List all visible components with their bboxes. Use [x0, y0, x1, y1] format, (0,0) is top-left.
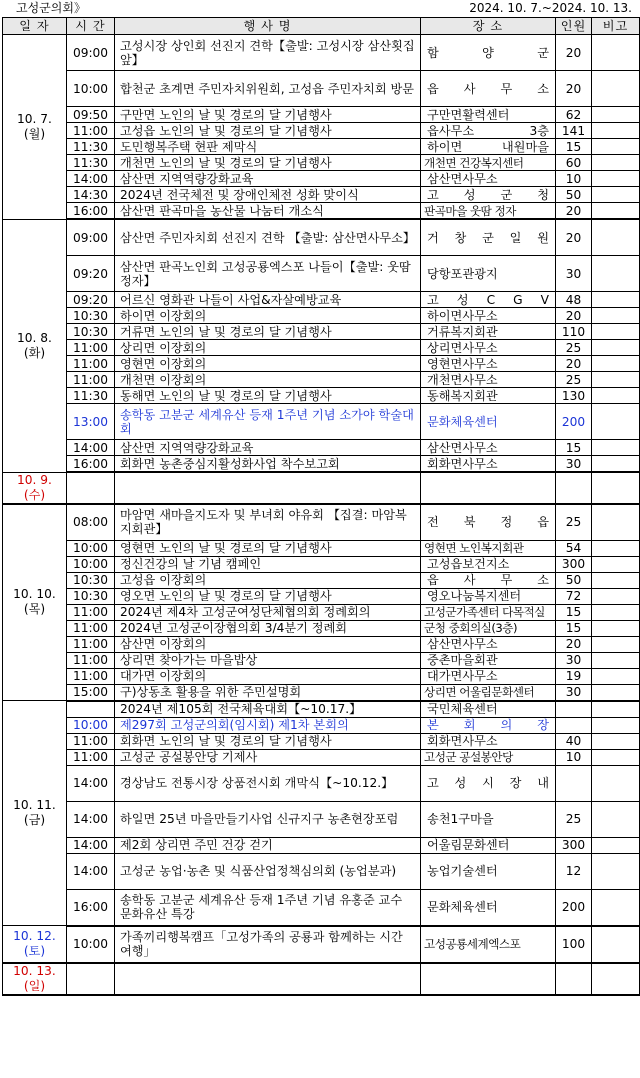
event-cell: 2024년 전국체전 및 장애인체전 성화 맞이식 — [115, 187, 421, 203]
time-cell: 11:00 — [67, 604, 115, 620]
people-cell: 20 — [556, 71, 592, 107]
people-cell — [556, 472, 592, 504]
place-cell: 전 북 정 읍 — [421, 504, 556, 541]
time-cell: 11:30 — [67, 139, 115, 155]
table-row — [3, 765, 640, 801]
people-cell: 62 — [556, 107, 592, 123]
time-cell: 11:00 — [67, 749, 115, 765]
note-cell — [592, 636, 640, 652]
note-cell — [592, 187, 640, 203]
event-cell: 영현면 노인의 날 및 경로의 달 기념행사 — [115, 540, 421, 556]
table-row — [3, 853, 640, 889]
note-cell — [592, 71, 640, 107]
table-row — [3, 440, 640, 456]
place-cell: 고성읍보건지소 — [421, 556, 556, 572]
people-cell: 25 — [556, 801, 592, 837]
event-cell: 거류면 노인의 날 및 경로의 달 기념행사 — [115, 324, 421, 340]
note-cell — [592, 926, 640, 963]
table-row — [3, 35, 640, 71]
place-cell: 국민체육센터 — [421, 701, 556, 718]
people-cell: 10 — [556, 749, 592, 765]
note-cell — [592, 219, 640, 256]
people-cell: 20 — [556, 636, 592, 652]
table-row — [3, 372, 640, 388]
column-header-people: 인원 — [556, 18, 592, 35]
note-cell — [592, 963, 640, 995]
note-cell — [592, 801, 640, 837]
time-cell: 09:20 — [67, 256, 115, 292]
time-cell: 14:00 — [67, 801, 115, 837]
date-cell — [3, 701, 67, 926]
event-cell: 고성읍 이장회의 — [115, 572, 421, 588]
event-cell — [115, 963, 421, 995]
note-cell — [592, 440, 640, 456]
time-cell: 14:00 — [67, 440, 115, 456]
time-cell: 11:00 — [67, 372, 115, 388]
place-cell: 고 성 군 청 — [421, 187, 556, 203]
note-cell — [592, 35, 640, 71]
date-cell — [3, 504, 67, 701]
column-header-event: 행 사 명 — [115, 18, 421, 35]
place-cell: 회화면사무소 — [421, 733, 556, 749]
people-cell: 15 — [556, 139, 592, 155]
people-cell: 72 — [556, 588, 592, 604]
place-cell: 거류복지회관 — [421, 324, 556, 340]
time-cell: 14:30 — [67, 187, 115, 203]
people-cell: 20 — [556, 356, 592, 372]
time-cell: 08:00 — [67, 504, 115, 541]
place-cell: 회화면사무소 — [421, 456, 556, 473]
event-cell: 상리면 찾아가는 마을밥상 — [115, 652, 421, 668]
table-row — [3, 219, 640, 256]
table-row — [3, 717, 640, 733]
time-cell: 10:30 — [67, 572, 115, 588]
people-cell: 30 — [556, 684, 592, 701]
time-cell: 16:00 — [67, 456, 115, 473]
people-cell — [556, 765, 592, 801]
note-cell — [592, 107, 640, 123]
place-cell: 개천면사무소 — [421, 372, 556, 388]
event-cell: 회화면 농촌중심지활성화사업 착수보고회 — [115, 456, 421, 473]
time-cell: 16:00 — [67, 203, 115, 220]
table-row — [3, 749, 640, 765]
people-cell: 54 — [556, 540, 592, 556]
table-row — [3, 540, 640, 556]
people-cell: 200 — [556, 404, 592, 440]
date-label: 10. 11. — [13, 798, 56, 812]
time-cell: 10:30 — [67, 324, 115, 340]
table-row — [3, 620, 640, 636]
event-cell: 개천면 이장회의 — [115, 372, 421, 388]
note-cell — [592, 292, 640, 308]
event-cell: 가족끼리행복캠프「고성가족의 공룡과 함께하는 시간 여행」 — [115, 926, 421, 963]
event-cell: 영오면 노인의 날 및 경로의 달 기념행사 — [115, 588, 421, 604]
weekday-label: (화) — [23, 345, 46, 360]
table-row — [3, 456, 640, 473]
note-cell — [592, 620, 640, 636]
time-cell: 10:00 — [67, 71, 115, 107]
time-cell: 10:00 — [67, 556, 115, 572]
note-cell — [592, 340, 640, 356]
date-cell — [3, 219, 67, 472]
table-row — [3, 926, 640, 963]
place-cell: 고성군 공설봉안당 — [421, 749, 556, 765]
note-cell — [592, 853, 640, 889]
schedule-period: 2024. 10. 7.~2024. 10. 13. — [469, 1, 632, 15]
people-cell: 20 — [556, 308, 592, 324]
weekday-label: (수) — [23, 487, 46, 502]
note-cell — [592, 372, 640, 388]
place-cell: 고 성 시 장 내 — [421, 765, 556, 801]
table-row — [3, 701, 640, 718]
people-cell: 20 — [556, 35, 592, 71]
time-cell: 09:50 — [67, 107, 115, 123]
table-row — [3, 801, 640, 837]
people-cell: 30 — [556, 256, 592, 292]
place-cell: 영현면 노인복지회관 — [421, 540, 556, 556]
people-cell: 200 — [556, 889, 592, 926]
time-cell: 11:30 — [67, 155, 115, 171]
time-cell: 11:00 — [67, 620, 115, 636]
place-cell: 송천1구마을 — [421, 801, 556, 837]
time-cell: 11:00 — [67, 636, 115, 652]
note-cell — [592, 668, 640, 684]
people-cell: 15 — [556, 440, 592, 456]
weekday-label: (금) — [23, 813, 46, 827]
time-cell: 14:00 — [67, 171, 115, 187]
people-cell — [556, 701, 592, 718]
table-row — [3, 155, 640, 171]
time-cell: 11:30 — [67, 388, 115, 404]
time-cell: 10:00 — [67, 717, 115, 733]
schedule-body — [3, 35, 640, 995]
time-cell — [67, 701, 115, 718]
place-cell: 고성공룡세계엑스포 — [421, 926, 556, 963]
date-label: 10. 10. — [13, 587, 56, 602]
weekday-label: (월) — [23, 126, 46, 141]
note-cell — [592, 472, 640, 504]
table-row — [3, 356, 640, 372]
event-cell: 경상남도 전통시장 상품전시회 개막식【~10.12.】 — [115, 765, 421, 801]
event-cell: 제297회 고성군의회(임시회) 제1차 본회의 — [115, 717, 421, 733]
event-cell: 고성읍 노인의 날 및 경로의 달 기념행사 — [115, 123, 421, 139]
weekday-label: (일) — [23, 978, 46, 993]
note-cell — [592, 556, 640, 572]
note-cell — [592, 324, 640, 340]
event-cell: 상리면 이장회의 — [115, 340, 421, 356]
note-cell — [592, 684, 640, 701]
place-cell: 농업기술센터 — [421, 853, 556, 889]
table-row — [3, 171, 640, 187]
event-cell: 2024년 제105회 전국체육대회【~10.17.】 — [115, 701, 421, 718]
event-cell: 삼산면 지역역량강화교육 — [115, 171, 421, 187]
table-row — [3, 388, 640, 404]
time-cell: 10:00 — [67, 540, 115, 556]
note-cell — [592, 889, 640, 926]
place-cell: 삼산면사무소 — [421, 171, 556, 187]
note-cell — [592, 749, 640, 765]
table-row — [3, 404, 640, 440]
date-cell — [3, 926, 67, 963]
place-cell: 상리면 어울림문화센터 — [421, 684, 556, 701]
time-cell: 14:00 — [67, 853, 115, 889]
note-cell — [592, 404, 640, 440]
event-cell: 고성군 농업·농촌 및 식품산업정책심의회 (농업분과) — [115, 853, 421, 889]
time-cell: 10:30 — [67, 588, 115, 604]
event-cell: 동해면 노인의 날 및 경로의 달 기념행사 — [115, 388, 421, 404]
event-cell: 마암면 새마을지도자 및 부녀회 야유회 【집결: 마암복지회관】 — [115, 504, 421, 541]
time-cell: 14:00 — [67, 837, 115, 853]
event-cell: 대가면 이장회의 — [115, 668, 421, 684]
place-cell: 고 성 C G V — [421, 292, 556, 308]
table-row — [3, 636, 640, 652]
place-cell: 고성군가족센터 다목적실 — [421, 604, 556, 620]
note-cell — [592, 572, 640, 588]
time-cell: 11:00 — [67, 123, 115, 139]
date-label: 10. 12. — [13, 928, 56, 943]
time-cell — [67, 472, 115, 504]
people-cell: 110 — [556, 324, 592, 340]
place-cell: 어울림문화센터 — [421, 837, 556, 853]
table-row — [3, 684, 640, 701]
event-cell: 영현면 이장회의 — [115, 356, 421, 372]
event-cell: 합천군 초계면 주민자치위원회, 고성읍 주민자치회 방문 — [115, 71, 421, 107]
people-cell — [556, 717, 592, 733]
day-row-empty — [3, 963, 640, 995]
people-cell: 20 — [556, 203, 592, 220]
note-cell — [592, 356, 640, 372]
place-cell: 거 창 군 일 원 — [421, 219, 556, 256]
people-cell: 30 — [556, 456, 592, 473]
note-cell — [592, 256, 640, 292]
event-cell: 삼산면 판곡마을 농산물 나눔터 개소식 — [115, 203, 421, 220]
day-row-empty — [3, 472, 640, 504]
place-cell: 군청 중회의실(3층) — [421, 620, 556, 636]
table-row — [3, 340, 640, 356]
column-header-date: 일 자 — [3, 18, 67, 35]
people-cell: 50 — [556, 187, 592, 203]
time-cell: 11:00 — [67, 356, 115, 372]
note-cell — [592, 456, 640, 473]
place-cell: 문화체육센터 — [421, 889, 556, 926]
people-cell: 15 — [556, 604, 592, 620]
event-cell: 송학동 고분군 세계유산 등재 1주년 기념 유홍준 교수 문화유산 특강 — [115, 889, 421, 926]
table-row — [3, 71, 640, 107]
place-cell: 개천면 건강복지센터 — [421, 155, 556, 171]
note-cell — [592, 652, 640, 668]
event-cell: 정신건강의 날 기념 캠페인 — [115, 556, 421, 572]
place-cell — [421, 963, 556, 995]
place-cell: 동해복지회관 — [421, 388, 556, 404]
table-row — [3, 556, 640, 572]
people-cell: 100 — [556, 926, 592, 963]
table-row — [3, 668, 640, 684]
time-cell: 11:00 — [67, 668, 115, 684]
event-cell: 2024년 고성군이장협의회 3/4분기 정례회 — [115, 620, 421, 636]
date-cell — [3, 472, 67, 504]
people-cell — [556, 963, 592, 995]
table-row — [3, 604, 640, 620]
event-cell: 개천면 노인의 날 및 경로의 달 기념행사 — [115, 155, 421, 171]
note-cell — [592, 155, 640, 171]
people-cell: 19 — [556, 668, 592, 684]
people-cell: 25 — [556, 504, 592, 541]
date-label: 10. 7. — [17, 111, 52, 126]
place-cell: 영오나눔복지센터 — [421, 588, 556, 604]
people-cell: 300 — [556, 837, 592, 853]
people-cell: 300 — [556, 556, 592, 572]
event-cell: 고성군 공설봉안당 기제사 — [115, 749, 421, 765]
people-cell: 12 — [556, 853, 592, 889]
note-cell — [592, 701, 640, 718]
place-cell: 삼산면사무소 — [421, 440, 556, 456]
table-row — [3, 123, 640, 139]
column-header-place: 장 소 — [421, 18, 556, 35]
table-row — [3, 837, 640, 853]
event-cell — [115, 472, 421, 504]
place-cell: 함 양 군 — [421, 35, 556, 71]
place-cell: 하이면사무소 — [421, 308, 556, 324]
place-cell: 구만면활력센터 — [421, 107, 556, 123]
date-cell — [3, 35, 67, 220]
note-cell — [592, 123, 640, 139]
event-cell: 하일면 25년 마을만들기사업 신규지구 농촌현장포럼 — [115, 801, 421, 837]
weekday-label: (토) — [23, 943, 46, 958]
note-cell — [592, 504, 640, 541]
people-cell: 15 — [556, 620, 592, 636]
time-cell — [67, 963, 115, 995]
event-cell: 어르신 영화관 나들이 사업&자살예방교육 — [115, 292, 421, 308]
people-cell: 60 — [556, 155, 592, 171]
date-cell — [3, 963, 67, 995]
time-cell: 13:00 — [67, 404, 115, 440]
place-cell: 본 회 의 장 — [421, 717, 556, 733]
people-cell: 40 — [556, 733, 592, 749]
note-cell — [592, 717, 640, 733]
time-cell: 10:00 — [67, 926, 115, 963]
time-cell: 14:00 — [67, 765, 115, 801]
table-row — [3, 203, 640, 220]
time-cell: 15:00 — [67, 684, 115, 701]
people-cell: 30 — [556, 652, 592, 668]
people-cell: 25 — [556, 340, 592, 356]
table-row — [3, 187, 640, 203]
event-cell: 송학동 고분군 세계유산 등재 1주년 기념 소가야 학술대회 — [115, 404, 421, 440]
note-cell — [592, 139, 640, 155]
table-row — [3, 733, 640, 749]
event-cell: 하이면 이장회의 — [115, 308, 421, 324]
table-row — [3, 308, 640, 324]
place-cell: 삼산면사무소 — [421, 636, 556, 652]
place-cell: 당항포관광지 — [421, 256, 556, 292]
place-cell: 읍사무소 3층 — [421, 123, 556, 139]
time-cell: 09:00 — [67, 219, 115, 256]
time-cell: 16:00 — [67, 889, 115, 926]
note-cell — [592, 388, 640, 404]
table-row — [3, 292, 640, 308]
column-header-note: 비고 — [592, 18, 640, 35]
event-cell: 회화면 노인의 날 및 경로의 달 기념행사 — [115, 733, 421, 749]
event-cell: 구만면 노인의 날 및 경로의 달 기념행사 — [115, 107, 421, 123]
place-cell: 중촌마을회관 — [421, 652, 556, 668]
note-cell — [592, 837, 640, 853]
event-cell: 삼산면 이장회의 — [115, 636, 421, 652]
date-label: 10. 9. — [17, 472, 52, 487]
place-cell: 영현면사무소 — [421, 356, 556, 372]
time-cell: 10:30 — [67, 308, 115, 324]
people-cell: 10 — [556, 171, 592, 187]
table-header-row — [3, 18, 640, 35]
table-row — [3, 889, 640, 926]
people-cell: 48 — [556, 292, 592, 308]
time-cell: 09:00 — [67, 35, 115, 71]
event-cell: 제2회 상리면 주민 건강 걷기 — [115, 837, 421, 853]
weekday-label: (목) — [23, 602, 46, 617]
document-header — [0, 0, 640, 17]
note-cell — [592, 604, 640, 620]
table-row — [3, 652, 640, 668]
note-cell — [592, 588, 640, 604]
place-cell: 문화체육센터 — [421, 404, 556, 440]
table-row — [3, 504, 640, 541]
people-cell: 20 — [556, 219, 592, 256]
date-label: 10. 13. — [13, 963, 56, 978]
table-row — [3, 588, 640, 604]
place-cell: 읍 사 무 소 — [421, 572, 556, 588]
table-row — [3, 572, 640, 588]
time-cell: 11:00 — [67, 733, 115, 749]
place-cell: 판곡마을 웃땀 정자 — [421, 203, 556, 220]
time-cell: 09:20 — [67, 292, 115, 308]
event-cell: 삼산면 지역역량강화교육 — [115, 440, 421, 456]
people-cell: 50 — [556, 572, 592, 588]
time-cell: 11:00 — [67, 652, 115, 668]
schedule-table — [2, 17, 640, 996]
note-cell — [592, 203, 640, 220]
people-cell: 25 — [556, 372, 592, 388]
date-label: 10. 8. — [17, 330, 52, 345]
event-cell: 2024년 제4차 고성군여성단체협의회 정례회의 — [115, 604, 421, 620]
table-row — [3, 256, 640, 292]
place-cell: 읍 사 무 소 — [421, 71, 556, 107]
column-header-time: 시 간 — [67, 18, 115, 35]
people-cell: 141 — [556, 123, 592, 139]
note-cell — [592, 765, 640, 801]
note-cell — [592, 308, 640, 324]
note-cell — [592, 171, 640, 187]
document-title: 고성군의회》 — [16, 1, 86, 15]
place-cell: 상리면사무소 — [421, 340, 556, 356]
event-cell: 삼산면 주민자치회 선진지 견학 【출발: 삼산면사무소】 — [115, 219, 421, 256]
place-cell: 대가면사무소 — [421, 668, 556, 684]
place-cell — [421, 472, 556, 504]
place-cell: 하이면 내원마을 — [421, 139, 556, 155]
note-cell — [592, 733, 640, 749]
time-cell: 11:00 — [67, 340, 115, 356]
people-cell: 130 — [556, 388, 592, 404]
table-row — [3, 107, 640, 123]
event-cell: 고성시장 상인회 선진지 견학【출발: 고성시장 삼산횟집 앞】 — [115, 35, 421, 71]
table-row — [3, 324, 640, 340]
event-cell: 삼산면 판곡노인회 고성공룡엑스포 나들이【출발: 웃땀 정자】 — [115, 256, 421, 292]
event-cell: 도민행복주택 현판 제막식 — [115, 139, 421, 155]
note-cell — [592, 540, 640, 556]
table-row — [3, 139, 640, 155]
event-cell: 구)상동초 활용을 위한 주민설명회 — [115, 684, 421, 701]
